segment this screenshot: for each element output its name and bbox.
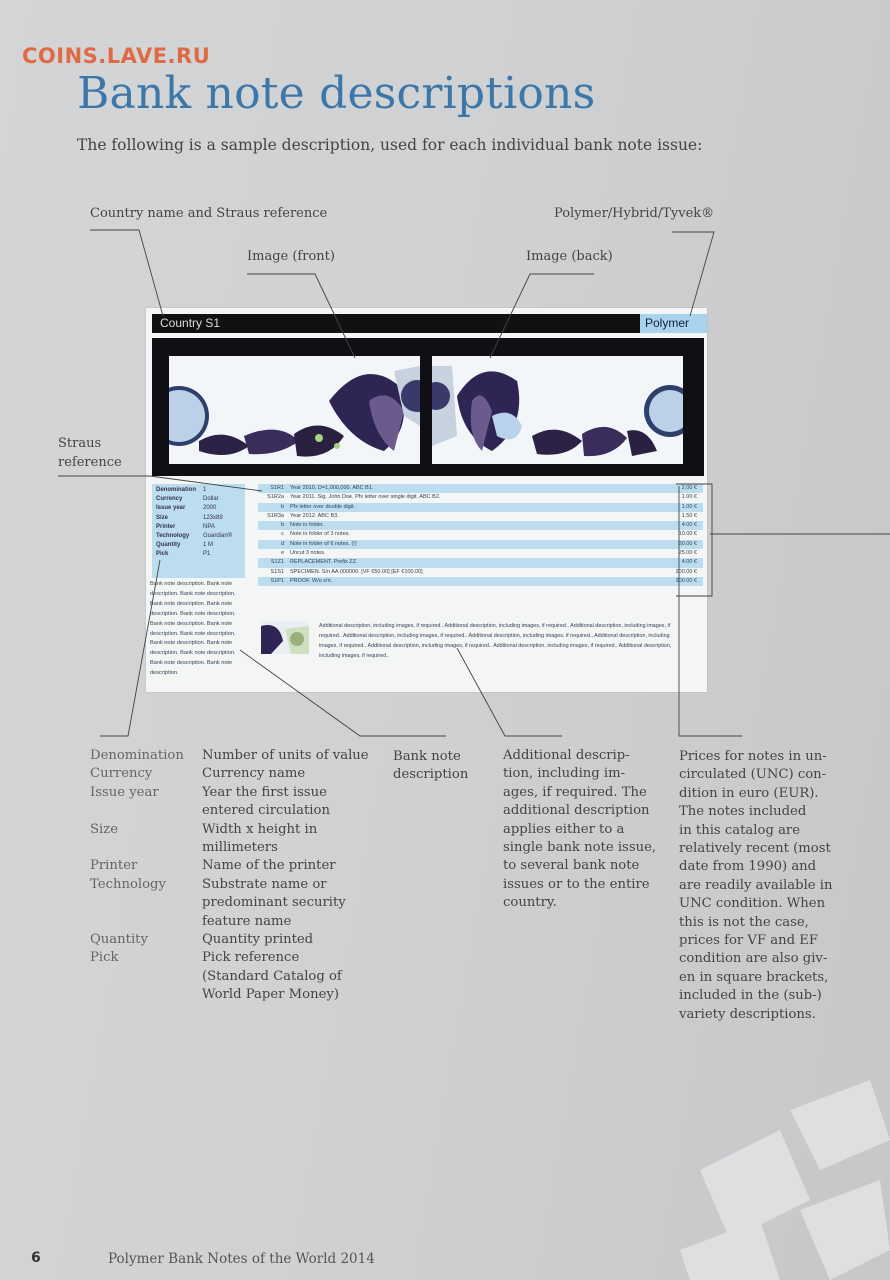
field-issue-year: Issue year 2000 — [156, 505, 217, 512]
running-footer: Polymer Bank Notes of the World 2014 — [108, 1251, 375, 1267]
label-straus: Straus — [58, 436, 102, 451]
table-row: b Note in folder. 4.00 € — [258, 521, 703, 530]
field-size: Size 123x89 — [156, 514, 223, 521]
label-country-ref: Country name and Straus reference — [90, 206, 328, 221]
table-row: S1R3a Year 2012. ABC B3. 1.50 € — [267, 512, 697, 519]
table-row: e Uncut 3 notes. 25.00 € — [280, 550, 697, 557]
site-watermark: COINS.LAVE.RU — [22, 44, 211, 68]
table-row: c Note in folder of 3 notes. 10.00 € — [281, 531, 697, 538]
legend-field-names: Denomination Currency Issue year Size Printer Technology Quantity Pick — [90, 748, 184, 966]
decorative-corner-graphic — [640, 1050, 890, 1280]
field-pick: Pick P1 — [156, 551, 211, 558]
field-printer: Printer NPA — [156, 523, 215, 530]
table-row: S1Z1 REPLACEMENT. Prefix ZZ. 4.00 € — [258, 558, 703, 567]
note-description-text: Bank note description. Bank note description. Bank note description. Bank note description. Bank note description. Bank note description. Bank note description. Bank note description. Bank note description. Bank note description. Bank note description. Bank note description. Bank note description. Bank note description. — [150, 581, 236, 677]
table-row: S1P1 PROOF. W/o s/n. 300.00 € — [258, 577, 703, 586]
page-number: 6 — [31, 1250, 41, 1266]
page-title: Bank note descriptions — [77, 68, 596, 119]
table-row: S1R2a Year 2011. Sig. John Doe. Pfx letter over single digit. ABC B2. 1.00 € — [267, 494, 697, 501]
field-denomination: Denomination 1 — [156, 487, 207, 493]
substrate-badge: Polymer — [640, 314, 707, 333]
legend-field-meanings: Number of units of value Currency name Year the first issue entered circulation Width x height in millimeters Name of the printer Substrate name or predominant security feature name Quantity printed Pick reference (Standard Catalog of World Paper Money) — [202, 748, 369, 1003]
table-row: d Note in folder of 6 notes. (!) 80.00 € — [258, 540, 703, 549]
field-quantity: Quantity 1 M — [156, 542, 214, 549]
table-row: b Pfx letter over double digit. 1.00 € — [258, 503, 703, 512]
field-currency: Currency Dollar — [156, 496, 219, 503]
label-image-back: Image (back) — [526, 249, 613, 264]
legend-additional-description: Additional descrip- tion, including im- ages, if required. The additional description applies either to a single bank note issue, to several bank note issues or to the entire country. — [503, 748, 657, 911]
country-header: Country S1 — [152, 314, 646, 333]
table-row: S1S1 SPECIMEN. S/n AA 000000. [VF €50.00] [EF €100.00] 200.00 € — [270, 568, 697, 575]
label-image-front: Image (front) — [247, 249, 335, 264]
legend-bank-note-description: Bank note description — [393, 749, 469, 783]
table-row: S1R1 Year 2010. D=1,000,000. ABC B1. 2.00 € — [258, 484, 703, 493]
label-straus-reference: reference — [58, 455, 122, 470]
intro-text: The following is a sample description, used for each individual bank note issue: — [77, 136, 703, 154]
additional-description-text: Additional description, including images, if required.. Additional description, including images, if required.. Additional description, including images, if required.. Additional description, including images, if required.. Additional description, including images, if required.. Additional description, including images, if required.. Additional description, including images, if required.. Additional description, including images, if required.. Additional description, including images, if required.. — [319, 623, 672, 659]
label-polymer: Polymer/Hybrid/Tyvek® — [554, 206, 715, 221]
legend-prices: Prices for notes in un- circulated (UNC) con- dition in euro (EUR). The notes included in this catalog are relatively recent (most date from 1990) and are readily available in UNC condition. When this is not the case, prices for VF and EF condition are also giv- en in square brackets, included in the (sub-) variety descriptions. — [679, 749, 833, 1022]
field-technology: Technology Guardian® — [156, 532, 233, 539]
